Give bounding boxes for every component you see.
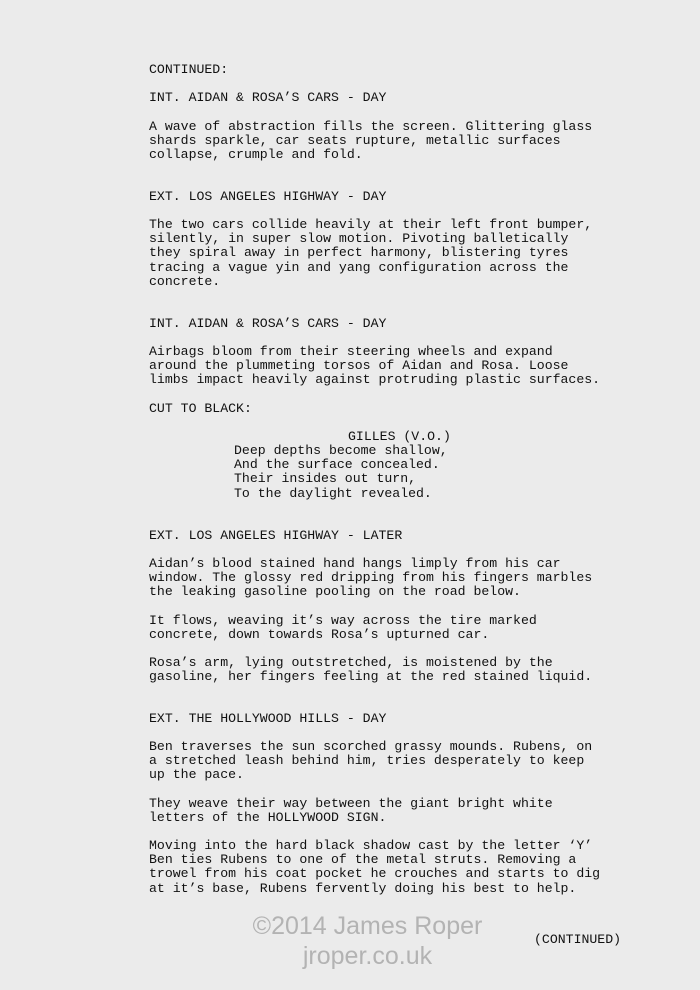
scene-heading-4: EXT. LOS ANGELES HIGHWAY - LATER xyxy=(149,528,403,543)
action-block-4b: It flows, weaving it’s way across the tire marked concrete, down towards Rosa’s upturned car. xyxy=(149,613,537,643)
scene-heading-1: INT. AIDAN & ROSA’S CARS - DAY xyxy=(149,90,387,105)
action-block-5c: Moving into the hard black shadow cast by the letter ‘Y’ Ben ties Rubens to one of the metal struts. Removing a trowel from his coat pocket he crouches and starts to dig at it’s base, Rubens fervently doing his best to help. xyxy=(149,838,601,896)
continued-footer: (CONTINUED) xyxy=(534,932,622,947)
action-block-5b: They weave their way between the giant bright white letters of the HOLLYWOOD SIGN. xyxy=(149,796,553,826)
action-block-4a: Aidan’s blood stained hand hangs limply from his car window. The glossy red dripping from his fingers marbles the leaking gasoline pooling on the road below. xyxy=(149,556,593,600)
transition-cut-to-black: CUT TO BLACK: xyxy=(149,401,252,416)
scene-heading-2: EXT. LOS ANGELES HIGHWAY - DAY xyxy=(149,189,387,204)
action-block-4c: Rosa’s arm, lying outstretched, is moistened by the gasoline, her fingers feeling at the red stained liquid. xyxy=(149,655,593,685)
scene-heading-3: INT. AIDAN & ROSA’S CARS - DAY xyxy=(149,316,387,331)
continued-header: CONTINUED: xyxy=(149,62,229,77)
action-block-1: A wave of abstraction fills the screen. Glittering glass shards sparkle, car seats rupture, metallic surfaces collapse, crumple and fold. xyxy=(149,119,593,163)
watermark-website: jroper.co.uk xyxy=(302,942,433,970)
watermark-copyright: ©2014 James Roper xyxy=(252,912,483,940)
action-block-2: The two cars collide heavily at their left front bumper, silently, in super slow motion. Pivoting balletically they spiral away in perfect harmony, blistering tyres tracing a vague yin and yang configuration across the concrete. xyxy=(149,217,593,289)
action-block-5a: Ben traverses the sun scorched grassy mounds. Rubens, on a stretched leash behind him, tries desperately to keep up the pace. xyxy=(149,739,593,783)
action-block-3: Airbags bloom from their steering wheels and expand around the plummeting torsos of Aidan and Rosa. Loose limbs impact heavily against protruding plastic surfaces. xyxy=(149,344,601,388)
character-name: GILLES (V.O.) xyxy=(348,429,451,444)
scene-heading-5: EXT. THE HOLLYWOOD HILLS - DAY xyxy=(149,711,387,726)
dialogue-block: Deep depths become shallow, And the surface concealed. Their insides out turn, To the daylight revealed. xyxy=(234,443,448,501)
